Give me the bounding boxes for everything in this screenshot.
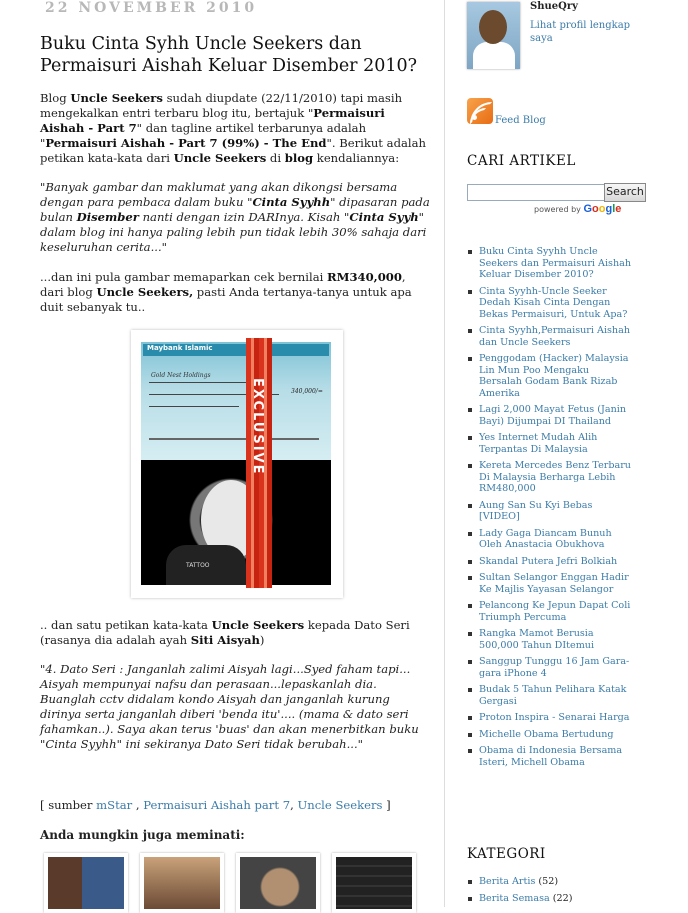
article-link[interactable]: Buku Cinta Syyhh Uncle Seekers dan Permaisuri Aishah Keluar Disember 2010? — [467, 246, 632, 281]
article-link[interactable]: Sultan Selangor Enggan Hadir Ke Majlis Yayasan Selangor — [467, 572, 632, 595]
cheque-micr-line — [149, 438, 319, 440]
article-link[interactable]: Obama di Indonesia Bersama Isteri, Michell Obama — [467, 745, 632, 768]
post-date: 22 NOVEMBER 2010 — [45, 0, 258, 16]
recent-articles-list — [467, 246, 632, 773]
post-sources: [ sumber mStar , Permaisuri Aishah part 7, Uncle Seekers ] — [40, 798, 391, 812]
cheque-scan — [141, 342, 331, 462]
related-thumb[interactable] — [236, 853, 320, 913]
article-link[interactable]: Lady Gaga Diancam Bunuh Oleh Anastacia Obukhova — [467, 528, 632, 551]
search-heading: CARI ARTIKEL — [467, 153, 576, 169]
cheque-image[interactable] — [131, 330, 343, 598]
related-thumb-image — [240, 857, 316, 909]
related-thumb-image — [144, 857, 220, 909]
article-link[interactable]: Cinta Syyhh-Uncle Seeker Dedah Kisah Cinta Dengan Bekas Permaisuri, Untuk Apa? — [467, 286, 632, 321]
source-link-permaisuri[interactable]: Permaisuri Aishah part 7 — [143, 798, 291, 812]
post-paragraph-1: Blog Uncle Seekers sudah diupdate (22/11/2010) tapi masih mengekalkan entri terbaru blog itu, bertajuk "Permaisuri Aishah - Part 7" dan tagline artikel terbarunya adalah "Permaisuri Aishah - Part 7 (99%) - The End". Berikut adalah petikan kata-kata dari Uncle Seekers di blog kendaliannya: — [40, 91, 426, 165]
person-photo — [141, 460, 331, 585]
avatar-body — [473, 42, 515, 69]
shirt-text: TATTOO — [186, 562, 210, 569]
kategori-heading: KATEGORI — [467, 846, 546, 862]
kategori-label[interactable]: Berita Semasa — [479, 892, 550, 904]
bank-name: Maybank Islamic — [147, 344, 213, 352]
related-thumb-image — [48, 857, 124, 909]
kategori-list — [467, 876, 632, 909]
kategori-count: (22) — [549, 892, 573, 904]
red-stamp-strip — [246, 338, 272, 588]
powered-by-google: powered by Google — [534, 203, 622, 215]
source-link-mstar[interactable]: mStar — [96, 798, 133, 812]
article-link[interactable]: Kereta Mercedes Benz Terbaru Di Malaysia Berharga Lebih RM480,000 — [467, 460, 632, 495]
related-thumb-image — [336, 857, 412, 909]
kategori-item[interactable] — [467, 876, 632, 888]
source-link-uncle-seekers[interactable]: Uncle Seekers — [297, 798, 383, 812]
article-link[interactable]: Lagi 2,000 Mayat Fetus (Janin Bayi) Dijumpai DI Thailand — [467, 404, 632, 427]
article-link[interactable]: Cinta Syyhh,Permaisuri Aishah dan Uncle Seekers — [467, 325, 632, 348]
google-logo: Google — [583, 203, 622, 215]
search-button[interactable]: Search — [604, 183, 646, 202]
profile-avatar[interactable] — [467, 2, 520, 69]
related-thumb[interactable] — [332, 853, 416, 913]
cheque-payee: Gold Nest Holdings — [151, 372, 211, 379]
article-link[interactable]: Michelle Obama Bertudung — [467, 729, 632, 741]
article-link[interactable]: Budak 5 Tahun Pelihara Katak Gergasi — [467, 684, 632, 707]
search-input[interactable] — [467, 184, 605, 201]
rss-dot — [472, 115, 477, 120]
profile-link[interactable]: Lihat profil lengkap saya — [530, 20, 631, 44]
cheque-amount: 340,000/= — [291, 388, 323, 395]
article-link[interactable]: Yes Internet Mudah Alih Terpantas Di Malaysia — [467, 432, 632, 455]
related-thumb[interactable] — [140, 853, 224, 913]
article-link[interactable]: Proton Inspira - Senarai Harga — [467, 712, 632, 724]
feed-link[interactable]: Feed Blog — [495, 115, 546, 126]
post-quote-1: "Banyak gambar dan maklumat yang akan dikongsi bersama dengan para pembaca dalam buku "Cinta Syyhh" dipasaran pada bulan Disember nanti dengan izin DARInya. Kisah "Cinta Syyh" dalam blog ini hanya paling lebih pun tidak lebih 30% sahaja dari keseluruhan cerita..." — [40, 180, 430, 254]
post-title[interactable]: Buku Cinta Syhh Uncle Seekers dan Permaisuri Aishah Keluar Disember 2010? — [40, 34, 418, 76]
post-quote-2: "4. Dato Seri : Janganlah zalimi Aisyah lagi...Syed faham tapi... Aisyah mempunyai nafsu dan perasaan...lepaskanlah dia. Buanglah cctv didalam kondo Aisyah dan janganlah kurung dirinya serta janganlah diberi 'benda itu'.... (mama & dato seri fahamkan..). Saya akan terus 'buas' dan akan menerbitkan buku "Cinta Syyhh" ini sekiranya Dato Seri tidak berubah..." — [40, 662, 419, 751]
article-link[interactable]: Pelancong Ke Jepun Dapat Coli Triumph Percuma — [467, 600, 632, 623]
kategori-label[interactable]: Berita Artis — [479, 876, 536, 887]
cheque-line — [149, 382, 249, 383]
post-paragraph-2: ...dan ini pula gambar memaparkan cek bernilai RM340,000, dari blog Uncle Seekers, pasti Anda tertanya-tanya untuk apa duit sebanyak tu.. — [40, 270, 412, 314]
post-paragraph-3: .. dan satu petikan kata-kata Uncle Seekers kepada Dato Seri (rasanya dia adalah ayah Siti Aisyah) — [40, 618, 410, 647]
related-posts-heading: Anda mungkin juga meminati: — [40, 828, 245, 842]
avatar-head — [479, 10, 507, 44]
article-link[interactable]: Aung San Su Kyi Bebas [VIDEO] — [467, 500, 632, 523]
cheque-line — [149, 406, 239, 407]
profile-name[interactable]: ShueQry — [530, 1, 578, 12]
column-divider — [444, 0, 445, 907]
stamp-text: EXCLUSIVE — [250, 378, 265, 476]
article-link[interactable]: Sanggup Tunggu 16 Jam Gara-gara iPhone 4 — [467, 656, 632, 679]
article-link[interactable]: Penggodam (Hacker) Malaysia Lin Mun Poo Mengaku Bersalah Godam Bank Rizab Amerika — [467, 353, 632, 399]
rss-feed-icon[interactable] — [467, 98, 493, 124]
related-thumb[interactable] — [44, 853, 128, 913]
article-link[interactable]: Rangka Mamot Berusia 500,000 Tahun DItemui — [467, 628, 632, 651]
article-link[interactable]: Skandal Putera Jefri Bolkiah — [467, 556, 632, 568]
kategori-count: (52) — [535, 876, 559, 887]
kategori-item[interactable] — [467, 893, 632, 905]
